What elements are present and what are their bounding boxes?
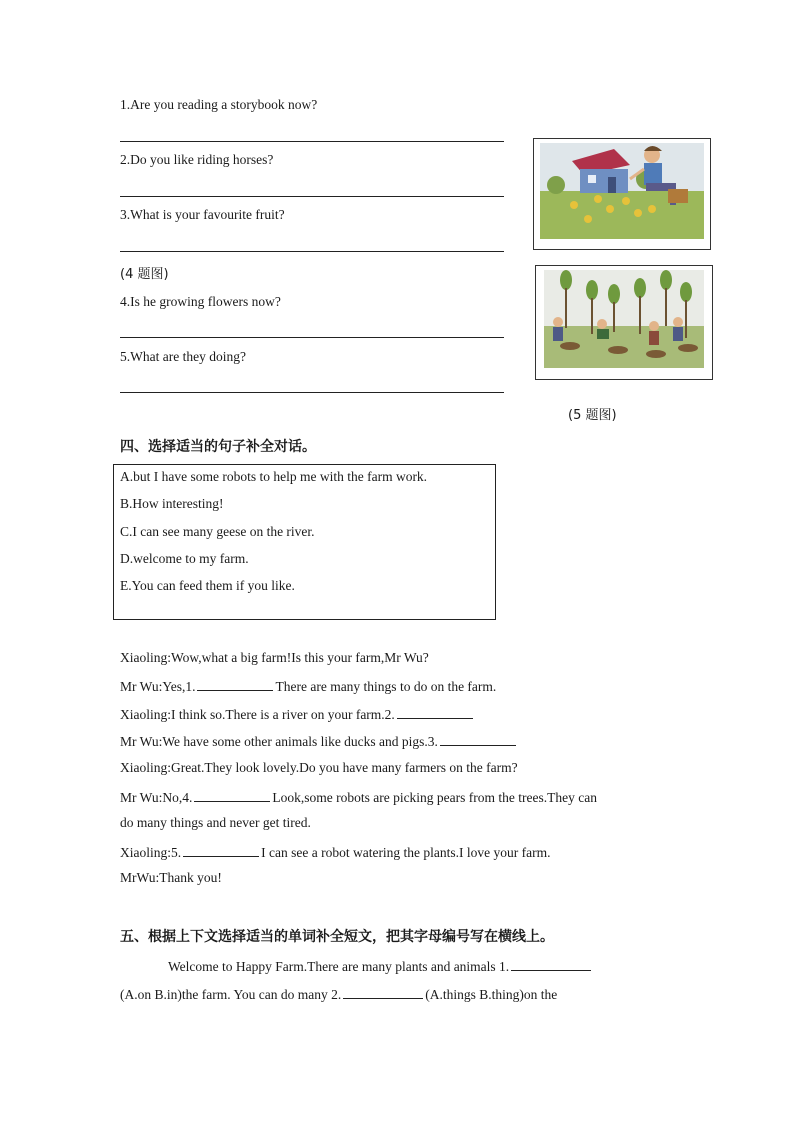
dialogue-text: Mr Wu:Yes,1. [120,679,196,694]
dialogue-text: Xiaoling:5. [120,845,182,860]
blank-2[interactable] [397,705,473,719]
dialogue-line-4 [120,732,518,750]
caption-q5: (5 题图) [568,408,617,423]
passage-text: (A.things B.thing)on the [425,987,558,1002]
dialogue-text: do many things and never get tired. [120,815,311,830]
dialogue-text: Xiaoling:Wow,what a big farm!Is this your farm,Mr Wu? [120,650,429,665]
option-b: B.How interesting! [120,496,224,511]
caption-q4: (4 题图) [120,267,169,282]
planting-trees-icon [536,266,712,379]
passage-line-1 [168,957,593,975]
option-d: D.welcome to my farm. [120,551,249,566]
answer-line-2[interactable] [120,196,504,197]
dialogue-text: I can see a robot watering the plants.I love your farm. [261,845,551,860]
dialogue-line-3 [120,705,475,723]
farm-picture [533,138,711,250]
question-2: 2.Do you like riding horses? [120,152,274,167]
dialogue-line-6 [120,788,597,806]
section4-heading: 四、选择适当的句子补全对话。 [120,439,316,455]
blank-3[interactable] [440,732,516,746]
blank-1[interactable] [197,677,273,691]
passage-blank-2[interactable] [343,985,423,999]
planting-picture [535,265,713,380]
answer-line-1[interactable] [120,141,504,142]
section5-heading: 五、根据上下文选择适当的单词补全短文，把其字母编号写在横线上。 [120,929,554,945]
question-5: 5.What are they doing? [120,349,246,364]
passage-blank-1[interactable] [511,957,591,971]
dialogue-line-7 [120,815,311,831]
dialogue-text: Mr Wu:We have some other animals like ducks and pigs.3. [120,734,438,749]
dialogue-line-2 [120,677,496,695]
dialogue-line-1 [120,650,429,666]
passage-line-2 [120,985,557,1003]
answer-line-4[interactable] [120,337,504,338]
farm-scene-icon [534,139,710,249]
option-c: C.I can see many geese on the river. [120,524,315,539]
question-1: 1.Are you reading a storybook now? [120,97,318,112]
question-4: 4.Is he growing flowers now? [120,294,281,309]
blank-5[interactable] [183,843,259,857]
dialogue-line-8 [120,843,551,861]
options-box [113,464,496,620]
dialogue-line-5 [120,760,518,776]
dialogue-text: Xiaoling:Great.They look lovely.Do you have many farmers on the farm? [120,760,518,775]
question-3: 3.What is your favourite fruit? [120,207,285,222]
dialogue-text: Xiaoling:I think so.There is a river on your farm.2. [120,707,395,722]
passage-text: Welcome to Happy Farm.There are many plants and animals 1. [168,959,510,974]
answer-line-5[interactable] [120,392,504,393]
answer-line-3[interactable] [120,251,504,252]
blank-4[interactable] [194,788,270,802]
option-a: A.but I have some robots to help me with the farm work. [120,469,428,484]
dialogue-line-9 [120,870,222,886]
option-e: E.You can feed them if you like. [120,578,295,593]
dialogue-text: MrWu:Thank you! [120,870,222,885]
dialogue-text: There are many things to do on the farm. [275,679,497,694]
passage-text: (A.on B.in)the farm. You can do many 2. [120,987,342,1002]
dialogue-text: Mr Wu:No,4. [120,790,193,805]
dialogue-text: Look,some robots are picking pears from the trees.They can [272,790,597,805]
